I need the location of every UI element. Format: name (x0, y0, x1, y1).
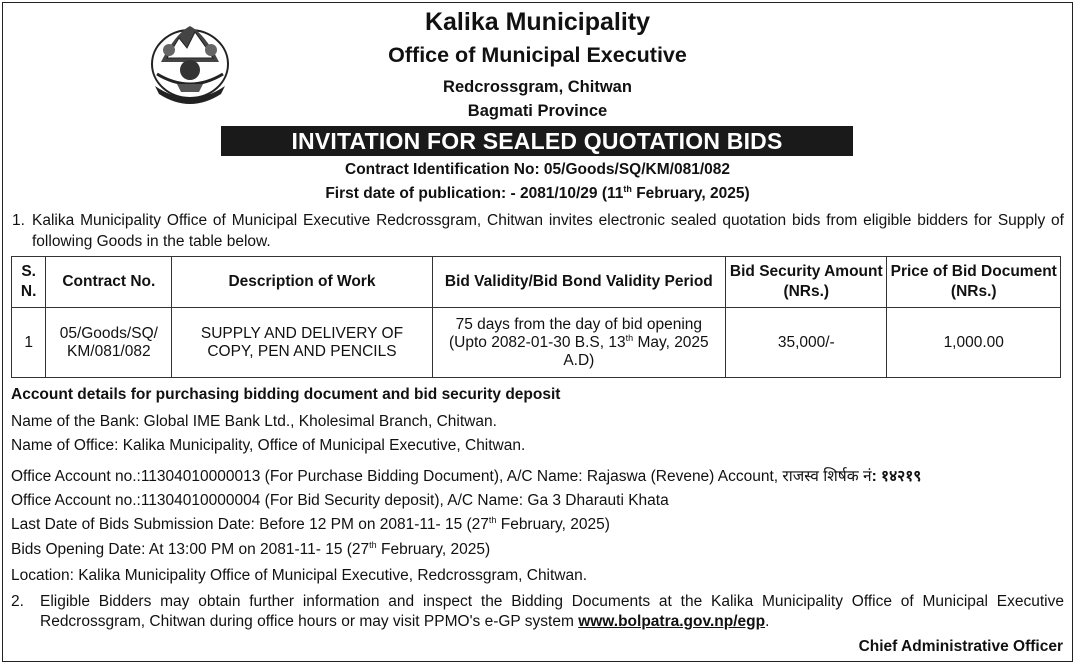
account-2: Office Account no.:11304010000004 (For Bid Security deposit), A/C Name: Ga 3 Dharauti Khata (11, 492, 669, 509)
province: Bagmati Province (467, 102, 608, 120)
contract-identification: Contract Identification No: 05/Goods/SQ/KM/081/082 (345, 161, 730, 178)
notice-title-banner: INVITATION FOR SEALED QUOTATION BIDS (221, 126, 853, 156)
paragraph-number: 1. (12, 212, 25, 229)
bolpatra-link[interactable]: www.bolpatra.gov.np/egp (578, 613, 766, 630)
cell-price: 1,000.00 (887, 308, 1061, 378)
cell-sn: 1 (12, 308, 46, 378)
office-address: Redcrossgram, Chitwan (443, 78, 632, 96)
paragraph-2 (11, 592, 1064, 632)
header-bid-security: Bid Security Amount (NRs.) (726, 257, 887, 308)
submission-deadline: Last Date of Bids Submission Date: Before 12 PM on 2081-11- 15 (27th February, 2025) (11, 514, 610, 533)
header-description: Description of Work (172, 257, 432, 308)
table-header-row (12, 257, 1061, 308)
opening-date: Bids Opening Date: At 13:00 PM on 2081-11- 15 (27th February, 2025) (11, 539, 491, 558)
paragraph-number: 2. (11, 593, 24, 610)
bank-name: Name of the Bank: Global IME Bank Ltd., Kholesimal Branch, Chitwan. (11, 413, 497, 430)
account-1: Office Account no.:11304010000013 (For Purchase Bidding Document), A/C Name: Rajaswa (Revene) Account, राजस्व शिर्षक नं: १४२१९ (11, 468, 922, 485)
paragraph-text: Kalika Municipality Office of Municipal Executive Redcrossgram, Chitwan invites electronic sealed quotation bids from eligible bidders for Supply of following Goods in the table below. (32, 212, 1064, 250)
signoff: Chief Administrative Officer (858, 638, 1063, 655)
publication-date: First date of publication: - 2081/10/29 (11th February, 2025) (325, 183, 750, 202)
account-details-title: Account details for purchasing bidding document and bid security deposit (11, 386, 561, 403)
header-price: Price of Bid Document (NRs.) (887, 257, 1061, 308)
bids-table (11, 256, 1061, 378)
org-name: Kalika Municipality (424, 8, 651, 36)
header-contract-no: Contract No. (46, 257, 172, 308)
header-bid-validity: Bid Validity/Bid Bond Validity Period (432, 257, 726, 308)
cell-description: SUPPLY AND DELIVERY OF COPY, PEN AND PENCILS (172, 308, 432, 378)
paragraph-text: Eligible Bidders may obtain further information and inspect the Bidding Documents at the Kalika Municipality Office of Municipal Executive Redcrossgram, Chitwan during office hours or may visit PPMO's e-GP system www.bolpatra.gov.np/egp. (40, 593, 1064, 630)
location: Location: Kalika Municipality Office of Municipal Executive, Redcrossgram, Chitwan. (11, 567, 588, 584)
paragraph-1 (12, 210, 1064, 252)
cell-contract-no: 05/Goods/SQ/ KM/081/082 (46, 308, 172, 378)
office-name: Office of Municipal Executive (388, 43, 687, 67)
cell-bid-validity: 75 days from the day of bid opening (Upto 2082-01-30 B.S, 13th May, 2025 A.D) (432, 308, 726, 378)
header-sn: S. N. (12, 257, 46, 308)
table-row (12, 308, 1061, 378)
cell-bid-security: 35,000/- (726, 308, 887, 378)
office-name-line: Name of Office: Kalika Municipality, Office of Municipal Executive, Chitwan. (11, 437, 526, 454)
